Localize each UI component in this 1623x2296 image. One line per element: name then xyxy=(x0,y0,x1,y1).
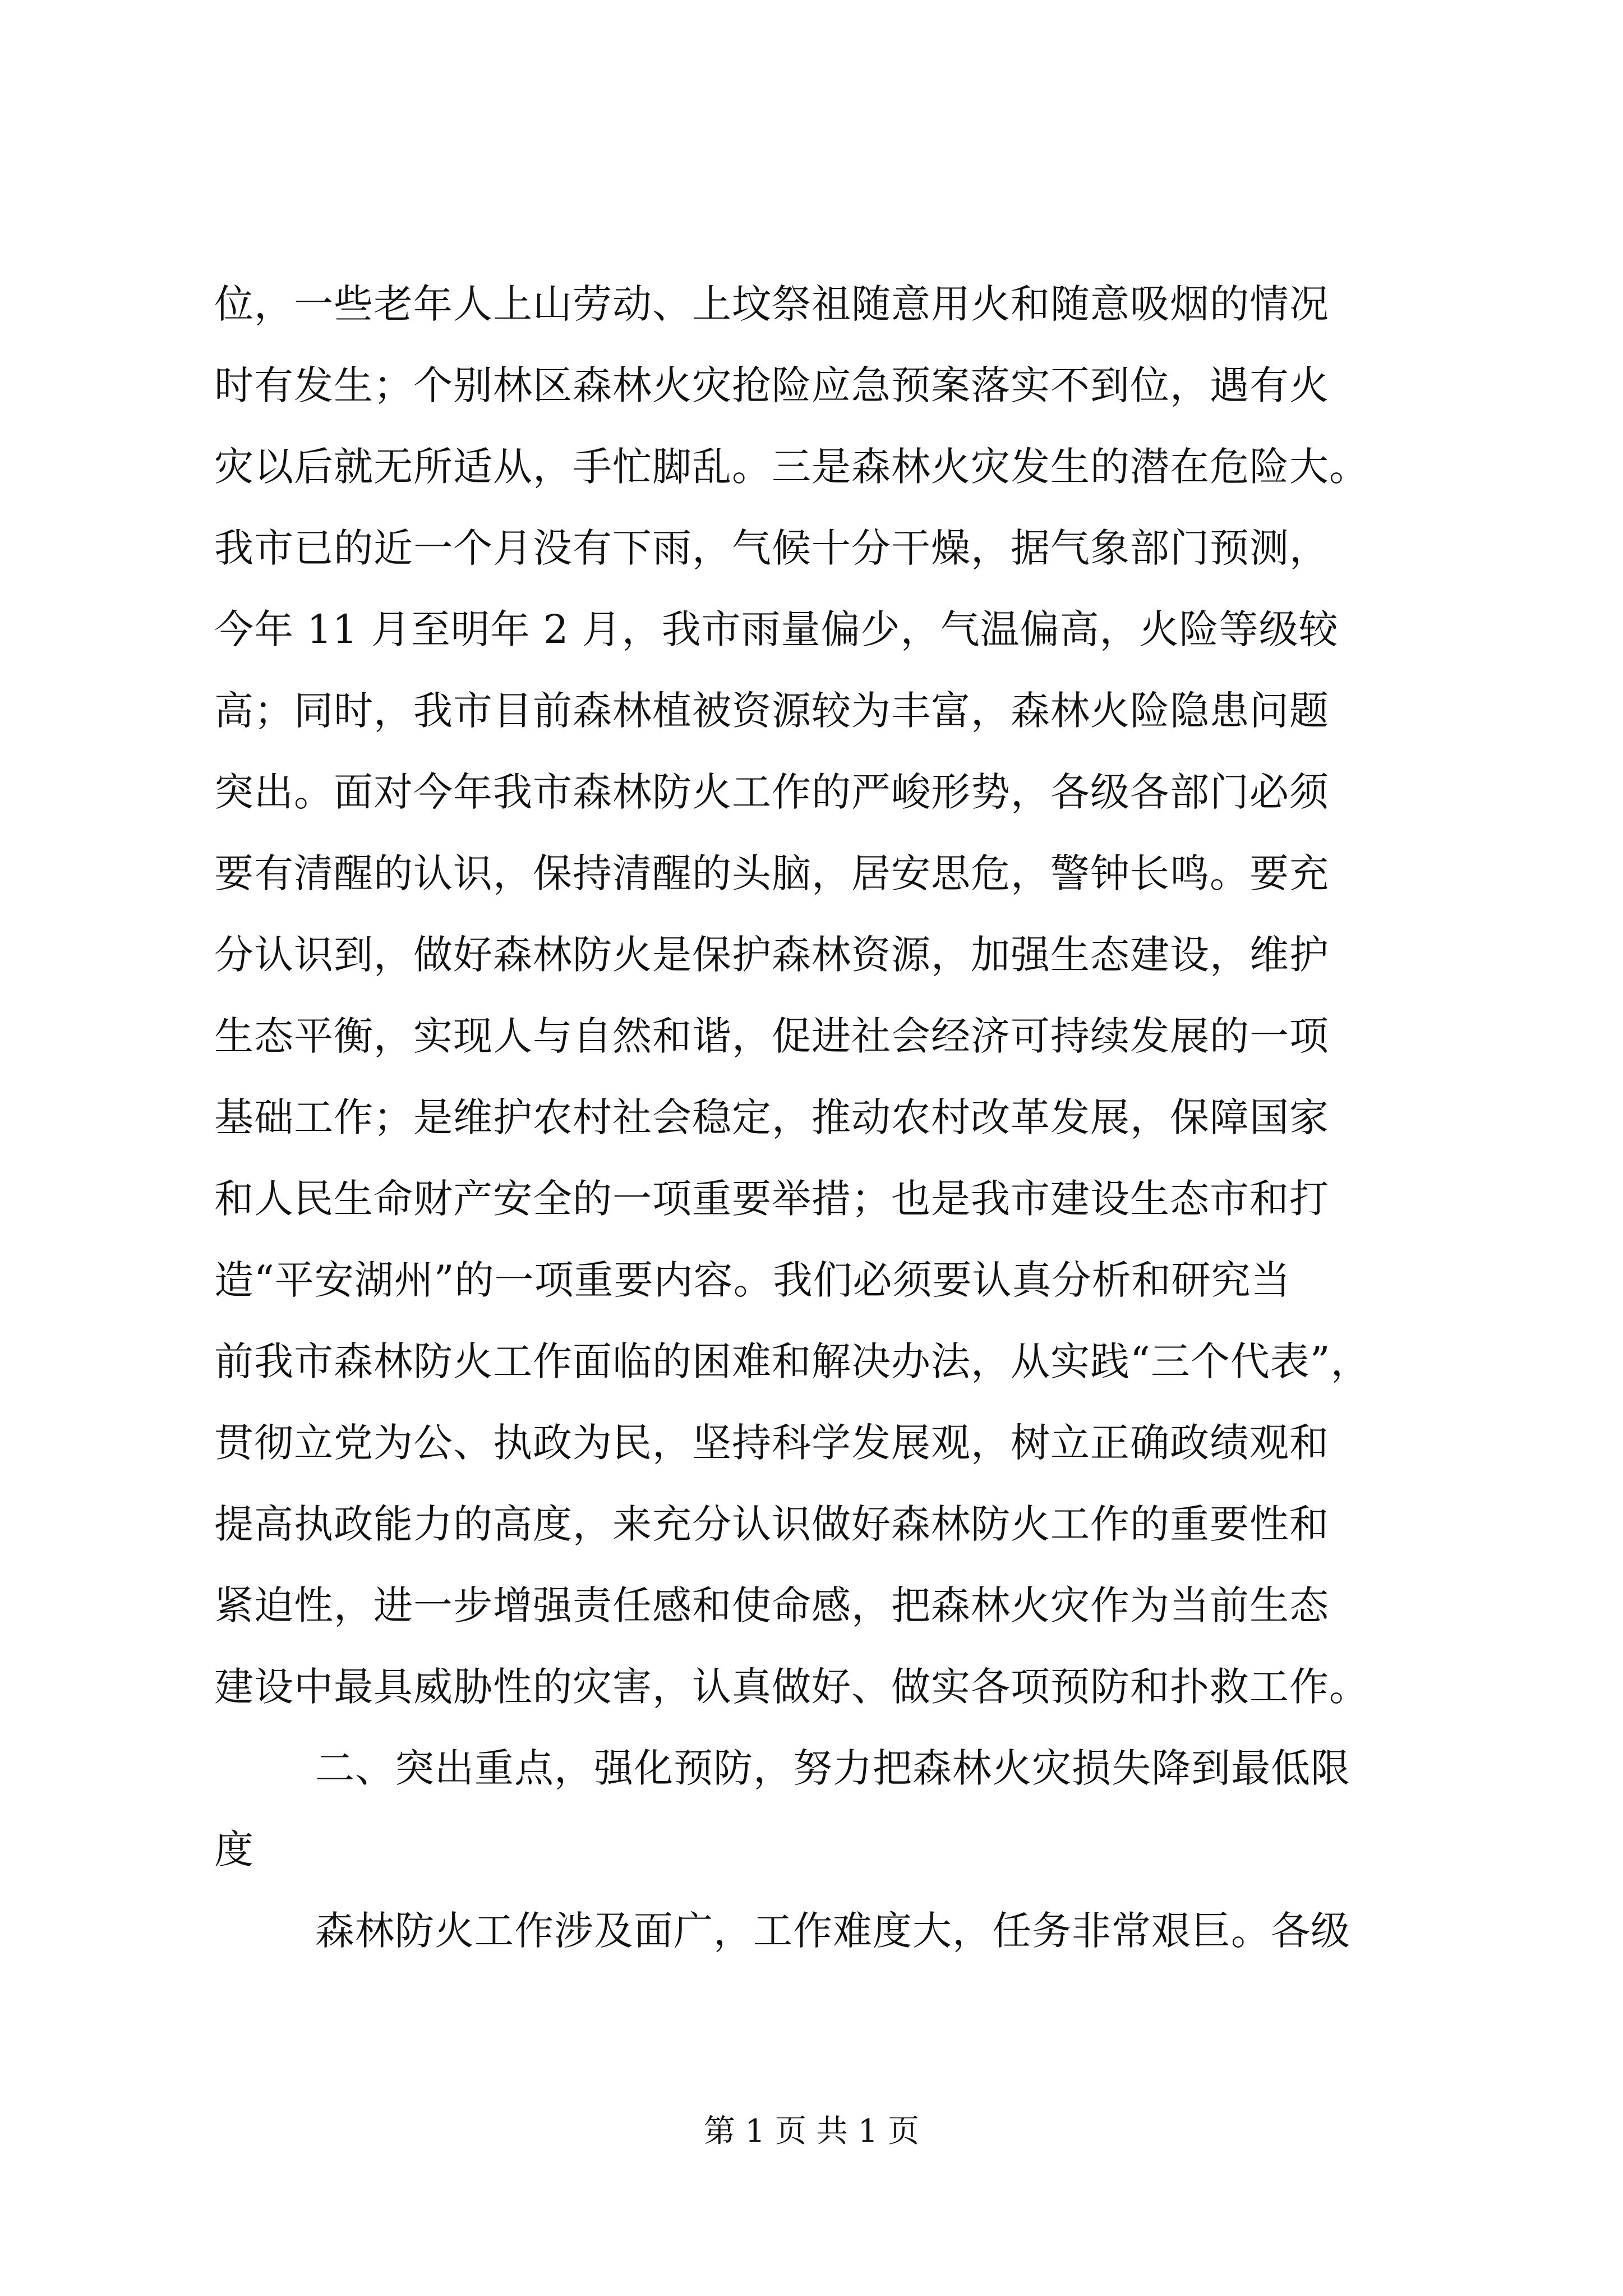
text-line: 时有发生；个别林区森林火灾抢险应急预案落实不到位，遇有火 xyxy=(214,362,1329,408)
text-line: 要有清醒的认识，保持清醒的头脑，居安思危，警钟长鸣。要充 xyxy=(214,850,1329,896)
text-line: 贯彻立党为公、执政为民，坚持科学发展观，树立正确政绩观和 xyxy=(214,1420,1329,1466)
text-line: 位，一些老年人上山劳动、上坟祭祖随意用火和随意吸烟的情况 xyxy=(214,281,1329,327)
text-line: 紧迫性，进一步增强责任感和使命感，把森林火灾作为当前生态 xyxy=(214,1582,1329,1628)
text-line: 造“平安湖州”的一项重要内容。我们必须要认真分析和研究当 xyxy=(214,1257,1291,1303)
text-line: 基础工作；是维护农村社会稳定，推动农村改革发展，保障国家 xyxy=(214,1094,1329,1140)
text-line: 我市已的近一个月没有下雨，气候十分干燥，据气象部门预测， xyxy=(214,525,1329,571)
text-line: 生态平衡，实现人与自然和谐，促进社会经济可持续发展的一项 xyxy=(214,1013,1329,1059)
text-line: 前我市森林防火工作面临的困难和解决办法，从实践“三个代表”， xyxy=(214,1338,1371,1384)
text-line: 分认识到，做好森林防火是保护森林资源，加强生态建设，维护 xyxy=(214,932,1329,978)
text-line: 建设中最具威胁性的灾害，认真做好、做实各项预防和扑救工作。 xyxy=(214,1664,1369,1710)
section-heading-continued: 度 xyxy=(214,1826,254,1872)
body-text xyxy=(214,264,1426,1972)
paragraph-start: 森林防火工作涉及面广，工作难度大，任务非常艰巨。各级 xyxy=(315,1908,1350,1954)
text-line: 高；同时，我市目前森林植被资源较为丰富，森林火险隐患问题 xyxy=(214,688,1329,734)
section-heading: 二、突出重点，强化预防，努力把森林火灾损失降到最低限 xyxy=(315,1745,1350,1791)
text-line: 和人民生命财产安全的一项重要举措；也是我市建设生态市和打 xyxy=(214,1176,1329,1222)
text-line: 突出。面对今年我市森林防火工作的严峻形势，各级各部门必须 xyxy=(214,769,1329,815)
text-line: 提高执政能力的高度，来充分认识做好森林防火工作的重要性和 xyxy=(214,1501,1329,1547)
text-line: 灾以后就无所适从，手忙脚乱。三是森林火灾发生的潜在危险大。 xyxy=(214,444,1369,490)
text-line: 今年 11 月至明年 2 月，我市雨量偏少，气温偏高，火险等级较 xyxy=(214,606,1339,652)
page-footer: 第 1 页 共 1 页 xyxy=(703,2113,920,2150)
